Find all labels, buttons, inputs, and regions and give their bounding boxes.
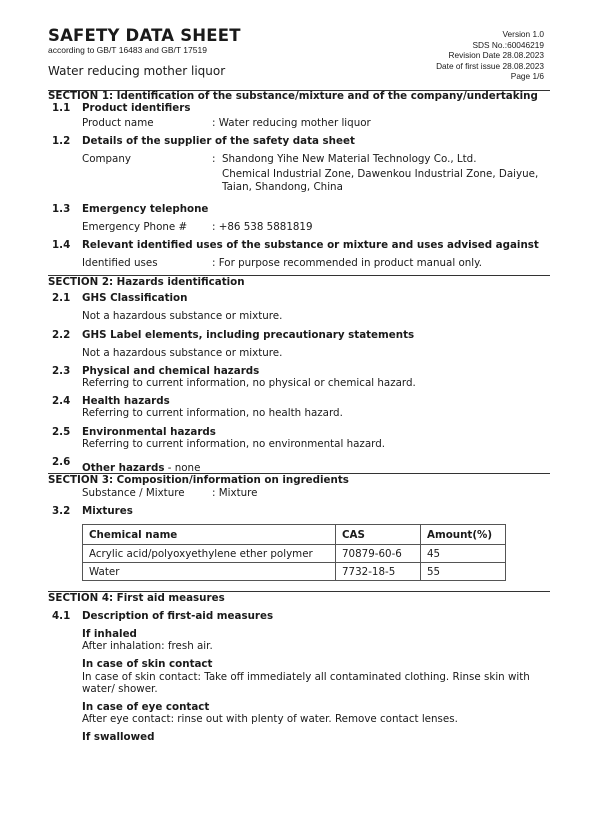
header-right (436, 29, 544, 82)
skin-contact-text-line1: In case of skin contact: Take off immediately all contaminated clothing. Rinse skin with (82, 671, 530, 683)
company-address-line2: Taian, Shandong, China (222, 181, 343, 193)
company-address-line1: Chemical Industrial Zone, Dawenkou Industrial Zone, Daiyue, (222, 168, 539, 180)
physical-hazards-text: Referring to current information, no physical or chemical hazard. (82, 377, 416, 389)
health-hazards-text: Referring to current information, no health hazard. (82, 407, 343, 419)
header-product-name: Water reducing mother liquor (48, 64, 226, 78)
company-label: Company (82, 153, 131, 165)
revision-date: Revision Date 28.08.2023 (448, 50, 544, 61)
subsection-number: 1.1 (52, 102, 71, 114)
subsection-number: 3.2 (52, 505, 71, 517)
substance-mixture-label: Substance / Mixture (82, 487, 185, 499)
subsection-title: GHS Classification (82, 292, 188, 304)
subsection-number: 1.2 (52, 135, 71, 147)
other-hazards-text: - none (164, 462, 201, 474)
subsection-title: Other hazards (82, 462, 165, 474)
eye-contact-text: After eye contact: rinse out with plenty of water. Remove contact lenses. (82, 713, 458, 725)
table-cell: 70879-60-6 (336, 545, 421, 563)
product-name-label: Product name (82, 117, 154, 129)
table-cell: Acrylic acid/polyoxyethylene ether polymer (83, 545, 336, 563)
column-header: CAS (336, 525, 421, 545)
if-inhaled-title: If inhaled (82, 628, 137, 640)
skin-contact-text-line2: water/ shower. (82, 683, 158, 695)
subsection-title: Environmental hazards (82, 426, 216, 438)
subsection-number: 2.5 (52, 426, 71, 438)
subsection-number: 1.3 (52, 203, 71, 215)
eye-contact-title: In case of eye contact (82, 701, 210, 713)
section-4-title: SECTION 4: First aid measures (48, 592, 225, 604)
table-row (83, 545, 506, 563)
version: Version 1.0 (502, 29, 544, 39)
column-header: Chemical name (83, 525, 336, 545)
skin-contact-title: In case of skin contact (82, 658, 213, 670)
subsection-number: 4.1 (52, 610, 71, 622)
subsection-title: Description of first-aid measures (82, 610, 274, 622)
subsection-title: Details of the supplier of the safety data sheet (82, 135, 355, 147)
company-colon: : (212, 153, 216, 165)
subsection-number: 2.2 (52, 329, 71, 341)
subsection-number: 2.3 (52, 365, 71, 377)
if-inhaled-text: After inhalation: fresh air. (82, 640, 213, 652)
substance-mixture-value: : Mixture (212, 487, 258, 499)
subsection-title: Emergency telephone (82, 203, 209, 215)
sds-number: SDS No.:60046219 (472, 39, 544, 50)
environmental-hazards-text: Referring to current information, no environmental hazard. (82, 438, 386, 450)
subsection-title: GHS Label elements, including precautionary statements (82, 329, 415, 341)
identified-uses-label: Identified uses (82, 257, 158, 269)
section-2-title: SECTION 2: Hazards identification (48, 276, 245, 288)
mixtures-table (82, 524, 506, 581)
subsection-title: Relevant identified uses of the substance or mixture and uses advised against (82, 239, 539, 251)
if-swallowed-title: If swallowed (82, 731, 155, 743)
table-cell: 55 (421, 563, 506, 581)
subsection-number: 1.4 (52, 239, 71, 251)
standard-reference: according to GB/T 16483 and GB/T 17519 (48, 45, 207, 55)
column-header: Amount(%) (421, 525, 506, 545)
subsection-title: Product identifiers (82, 102, 191, 114)
ghs-label-text: Not a hazardous substance or mixture. (82, 347, 283, 359)
company-name: Shandong Yihe New Material Technology Co., Ltd. (222, 153, 477, 165)
emergency-phone-value: : +86 538 5881819 (212, 221, 313, 233)
page-number: Page 1/6 (510, 71, 544, 82)
subsection-number: 2.6 (52, 456, 71, 468)
subsection-title: Physical and chemical hazards (82, 365, 260, 377)
ghs-classification-text: Not a hazardous substance or mixture. (82, 310, 283, 322)
table-cell: 45 (421, 545, 506, 563)
product-name-value: : Water reducing mother liquor (212, 117, 371, 129)
table-row (83, 563, 506, 581)
subsection-title: Mixtures (82, 505, 133, 517)
header-left (48, 27, 241, 78)
table-cell: 7732-18-5 (336, 563, 421, 581)
subsection-number: 2.4 (52, 395, 71, 407)
section-3-title: SECTION 3: Composition/information on ingredients (48, 474, 349, 486)
subsection-number: 2.1 (52, 292, 71, 304)
table-header-row (83, 525, 506, 545)
identified-uses-value: : For purpose recommended in product manual only. (212, 257, 483, 269)
section-1-title: SECTION 1: Identification of the substance/mixture and of the company/undertaking (48, 90, 538, 102)
emergency-phone-label: Emergency Phone # (82, 221, 188, 233)
document-title: SAFETY DATA SHEET (48, 26, 241, 45)
first-issue-date: Date of first issue 28.08.2023 (436, 60, 544, 71)
table-cell: Water (83, 563, 336, 581)
subsection-title: Health hazards (82, 395, 170, 407)
